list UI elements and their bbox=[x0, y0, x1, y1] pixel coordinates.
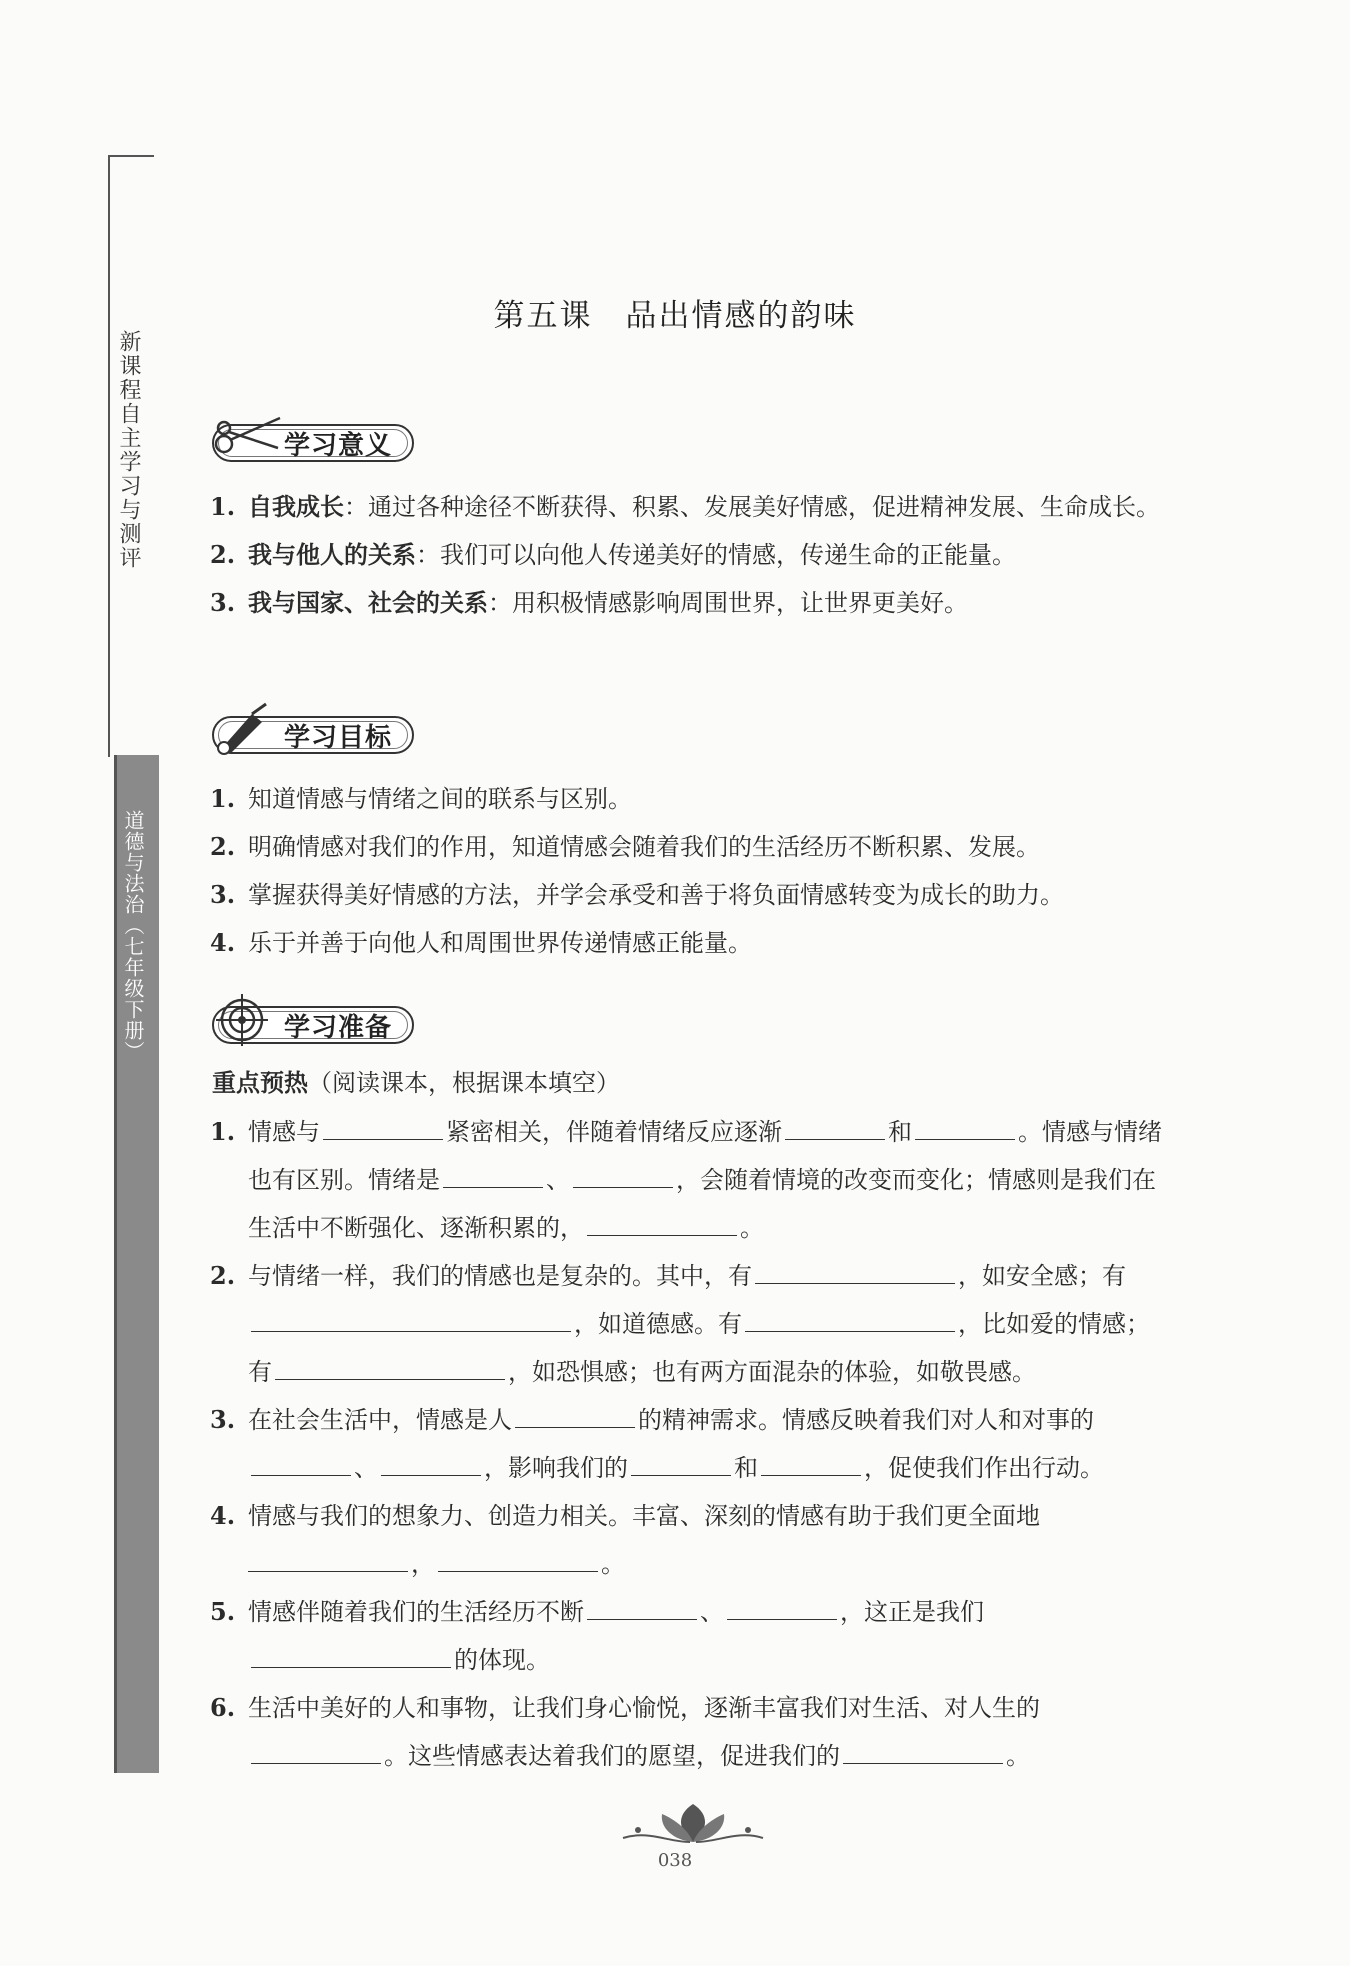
blank[interactable] bbox=[251, 1445, 351, 1476]
question-6: 6. 生活中美好的人和事物，让我们身心愉悦，逐渐丰富我们对生活、对人生的。这些情感表达着我们的愿望，促进我们的 。 bbox=[210, 1693, 1040, 1770]
blank[interactable] bbox=[381, 1445, 481, 1476]
target-icon bbox=[208, 990, 288, 1050]
blank[interactable] bbox=[785, 1109, 885, 1140]
fill-in-list bbox=[210, 1108, 1170, 1780]
blank[interactable] bbox=[438, 1541, 598, 1572]
question-4: 4. 情感与我们的想象力、创造力相关。丰富、深刻的情感有助于我们更全面地 ， 。 bbox=[210, 1501, 1040, 1578]
scissors-icon bbox=[208, 408, 288, 468]
list-item: 1. 自我成长：通过各种途径不断获得、积累、发展美好情感，促进精神发展、生命成长。 bbox=[210, 492, 1160, 521]
blank[interactable] bbox=[251, 1301, 571, 1332]
blank[interactable] bbox=[443, 1157, 543, 1188]
list-item: 3. 掌握获得美好情感的方法，并学会承受和善于将负面情感转变为成长的助力。 bbox=[210, 880, 1064, 909]
question-1: 1. 情感与 紧密相关，伴随着情绪反应逐渐 和 。情感与情绪也有区别。情绪是 、 ，会随着情境的改变而变化；情感则是我们在生活中不断强化、逐渐积累的， 。 bbox=[210, 1108, 1170, 1252]
section-badge-prep bbox=[212, 1002, 412, 1042]
blank[interactable] bbox=[275, 1349, 505, 1380]
lesson-title: 第五课 品出情感的韵味 bbox=[493, 298, 857, 334]
blank[interactable] bbox=[587, 1205, 737, 1236]
blank[interactable] bbox=[323, 1109, 443, 1140]
blank[interactable] bbox=[755, 1253, 955, 1284]
blank[interactable] bbox=[727, 1589, 837, 1620]
prep-subheading: 重点预热（阅读课本，根据课本填空） bbox=[212, 1069, 620, 1097]
page-number: 038 bbox=[657, 1850, 693, 1871]
blank[interactable] bbox=[745, 1301, 955, 1332]
question-2: 2. 与情绪一样，我们的情感也是复杂的。其中，有 ，如安全感；有，如道德感。有 ，比如爱的情感；有 ，如恐惧感；也有两方面混杂的体验，如敬畏感。 bbox=[210, 1252, 1170, 1396]
section-label-goals: 学习目标 bbox=[284, 723, 393, 753]
section-label-prep: 学习准备 bbox=[284, 1013, 393, 1043]
list-item: 4. 乐于并善于向他人和周围世界传递情感正能量。 bbox=[210, 928, 752, 957]
pen-icon bbox=[208, 700, 288, 760]
series-title: 新课程自主学习与测评 bbox=[116, 330, 141, 570]
blank[interactable] bbox=[251, 1733, 381, 1764]
section-badge-goals bbox=[212, 712, 412, 752]
list-item: 1. 知道情感与情绪之间的联系与区别。 bbox=[210, 784, 632, 813]
blank[interactable] bbox=[515, 1397, 635, 1428]
section-label-meaning: 学习意义 bbox=[284, 431, 393, 461]
list-item: 2. 我与他人的关系：我们可以向他人传递美好的情感，传递生命的正能量。 bbox=[210, 540, 1016, 569]
question-3: 3. 在社会生活中，情感是人 的精神需求。情感反映着我们对人和对事的、 ，影响我们的 和 ，促使我们作出行动。 bbox=[210, 1396, 1170, 1492]
blank[interactable] bbox=[251, 1637, 451, 1668]
floral-ornament-icon bbox=[618, 1800, 768, 1850]
blank[interactable] bbox=[248, 1541, 408, 1572]
list-item: 2. 明确情感对我们的作用，知道情感会随着我们的生活经历不断积累、发展。 bbox=[210, 832, 1040, 861]
section-badge-meaning bbox=[212, 420, 412, 460]
blank[interactable] bbox=[587, 1589, 697, 1620]
blank[interactable] bbox=[761, 1445, 861, 1476]
blank[interactable] bbox=[843, 1733, 1003, 1764]
goals-list bbox=[210, 775, 1170, 967]
blank[interactable] bbox=[573, 1157, 673, 1188]
meaning-list bbox=[210, 483, 1170, 627]
question-5: 5. 情感伴随着我们的生活经历不断 、 ，这正是我们的体现。 bbox=[210, 1588, 1170, 1684]
blank[interactable] bbox=[631, 1445, 731, 1476]
list-item: 3. 我与国家、社会的关系：用积极情感影响周围世界，让世界更美好。 bbox=[210, 588, 968, 617]
subject-title: 道德与法治（七年级下册） bbox=[121, 810, 145, 1062]
blank[interactable] bbox=[915, 1109, 1015, 1140]
